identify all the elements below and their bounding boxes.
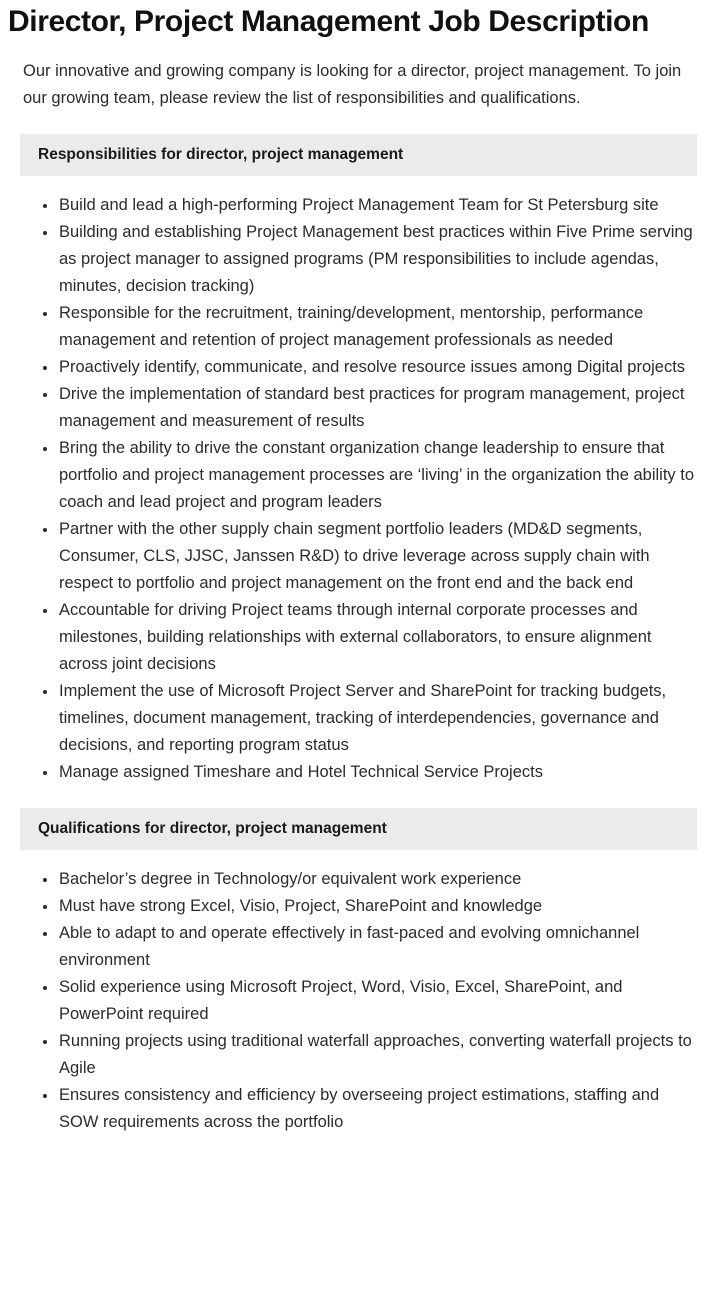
section-qualifications [0,808,720,1136]
section-responsibilities [0,134,720,786]
list-item: Bring the ability to drive the constant organization change leadership to ensure that portfolio and project management processes are ‘living’ in the organization the ability to coach and lead project and program leaders [43,435,696,516]
list-item: Able to adapt to and operate effectively in fast-paced and evolving omnichannel environment [43,920,696,974]
list-item: Ensures consistency and efficiency by overseeing project estimations, staffing and SOW requirements across the portfolio [43,1082,696,1136]
list-item: Solid experience using Microsoft Project, Word, Visio, Excel, SharePoint, and PowerPoint required [43,974,696,1028]
list-item: Manage assigned Timeshare and Hotel Technical Service Projects [43,759,696,786]
list-item: Must have strong Excel, Visio, Project, SharePoint and knowledge [43,893,696,920]
list-item: Partner with the other supply chain segment portfolio leaders (MD&D segments, Consumer, CLS, JJSC, Janssen R&D) to drive leverage across supply chain with respect to portfolio and project management on the front end and the back end [43,516,696,597]
intro-paragraph: Our innovative and growing company is looking for a director, project management. To join our growing team, please review the list of responsibilities and qualifications. [23,62,682,107]
list-item: Drive the implementation of standard best practices for program management, project management and measurement of results [43,381,696,435]
list-item: Responsible for the recruitment, training/development, mentorship, performance management and retention of project management professionals as needed [43,300,696,354]
list-item: Implement the use of Microsoft Project Server and SharePoint for tracking budgets, timelines, document management, tracking of interdependencies, governance and decisions, and reporting program status [43,678,696,759]
list-item: Building and establishing Project Management best practices within Five Prime serving as project manager to assigned programs (PM responsibilities to include agendas, minutes, decision tracking) [43,219,696,300]
page-title: Director, Project Management Job Description [8,5,649,38]
section-header-responsibilities: Responsibilities for director, project management [20,134,697,176]
list-item: Running projects using traditional waterfall approaches, converting waterfall projects to Agile [43,1028,696,1082]
list-item: Bachelor’s degree in Technology/or equivalent work experience [43,866,696,893]
list-item: Proactively identify, communicate, and resolve resource issues among Digital projects [43,354,696,381]
bottom-spacer [0,1136,720,1166]
list-item: Build and lead a high-performing Project Management Team for St Petersburg site [43,192,696,219]
responsibilities-list [0,176,720,786]
qualifications-list [0,850,720,1136]
section-header-qualifications: Qualifications for director, project management [20,808,697,850]
list-item: Accountable for driving Project teams through internal corporate processes and milestones, building relationships with external collaborators, to ensure alignment across joint decisions [43,597,696,678]
